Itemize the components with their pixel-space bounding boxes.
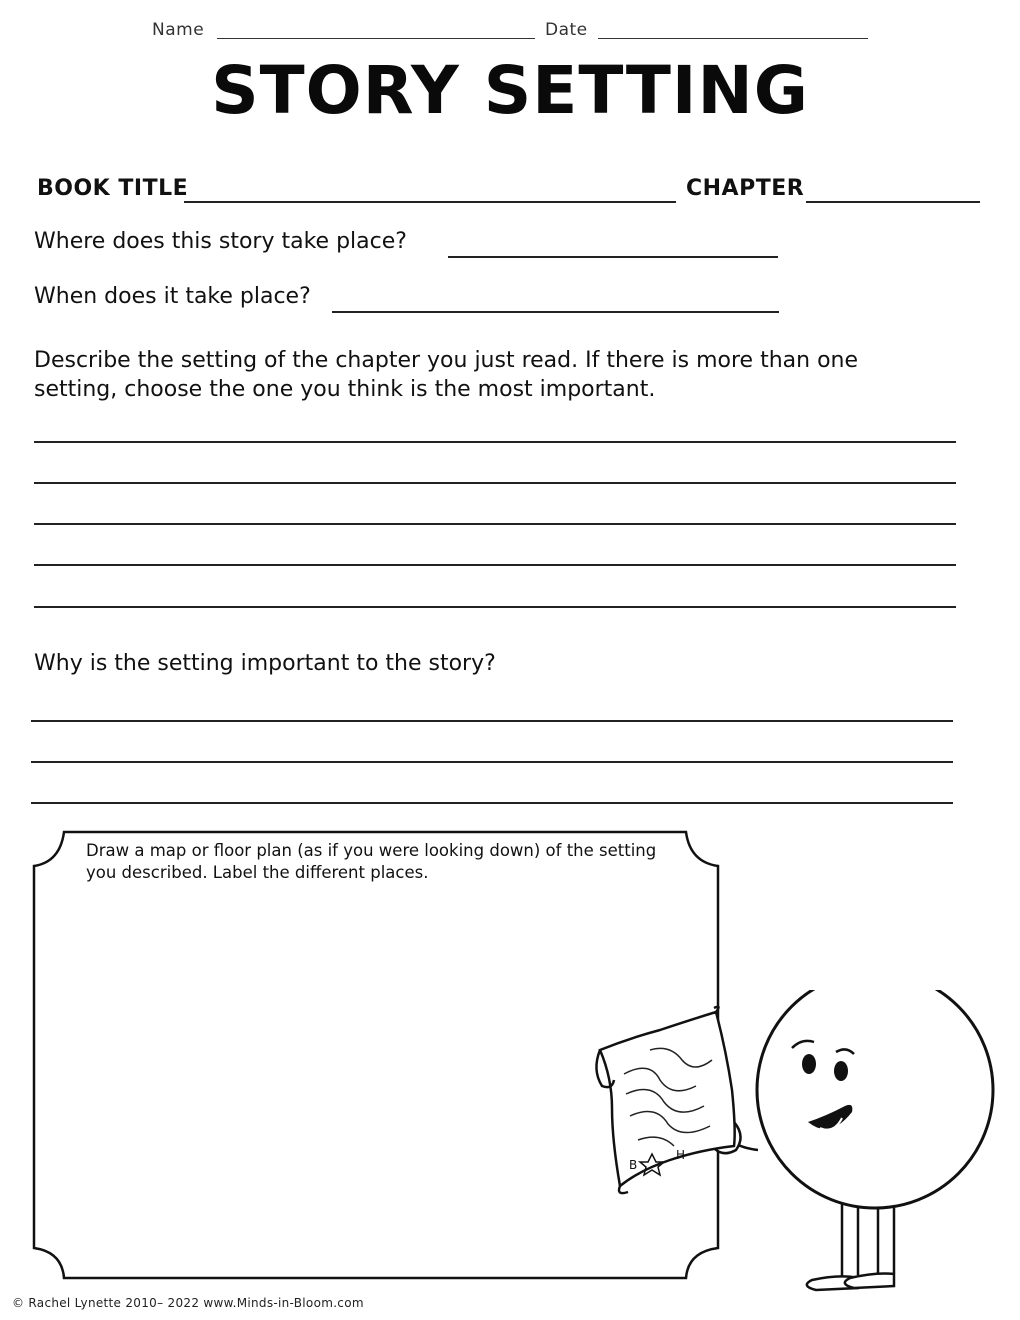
question-why: Why is the setting important to the story? bbox=[34, 651, 496, 676]
date-label: Date bbox=[545, 20, 588, 40]
map-label-b: B bbox=[629, 1158, 638, 1172]
question-when: When does it take place? bbox=[34, 284, 311, 309]
question-describe: Describe the setting of the chapter you just read. If there is more than one setting, choose the one you think is the most important. bbox=[34, 348, 859, 402]
drawing-box-instructions: Draw a map or floor plan (as if you were looking down) of the setting you described. Label the different places. bbox=[86, 841, 657, 882]
chapter-label: CHAPTER bbox=[686, 176, 805, 201]
page-title: STORY SETTING bbox=[211, 52, 809, 129]
name-label: Name bbox=[152, 20, 205, 40]
book-title-label: BOOK TITLE bbox=[37, 176, 189, 201]
question-where: Where does this story take place? bbox=[34, 229, 407, 254]
smiling-ball-character-holding-map-icon bbox=[590, 990, 1010, 1300]
map-label-h: H bbox=[676, 1148, 686, 1162]
copyright-footer: © Rachel Lynette 2010– 2022 www.Minds-in-Bloom.com bbox=[12, 1296, 364, 1310]
